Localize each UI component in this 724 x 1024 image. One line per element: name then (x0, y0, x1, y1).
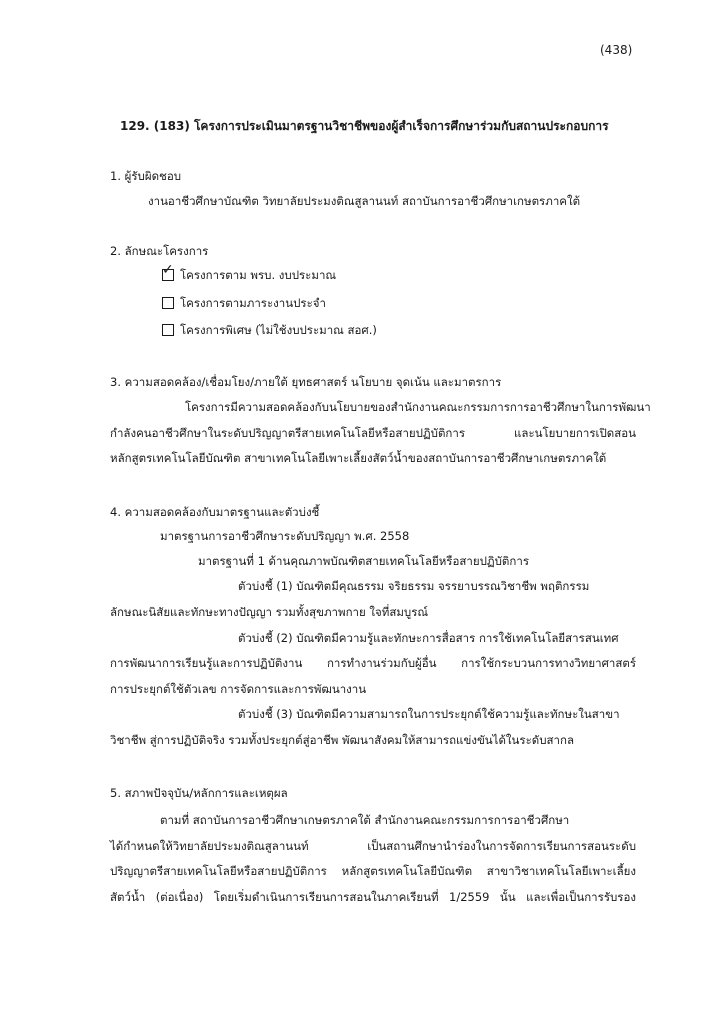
project-type-checkbox-3[interactable] (162, 324, 174, 336)
project-type-checkbox-2[interactable] (162, 297, 174, 309)
section3-line-1: โครงการมีความสอดคล้องกับนโยบายของสำนักงานคณะกรรมการการอาชีวศึกษาในการพัฒนา (185, 400, 651, 414)
indicator-line-6: ตัวบ่งชี้ (3) บัณฑิตมีความสามารถในการประยุกต์ใช้ความรู้และทักษะในสาขา (238, 707, 620, 721)
document-title: 129. (183) โครงการประเมินมาตรฐานวิชาชีพของผู้สำเร็จการศึกษาร่วมกับสถานประกอบการ (120, 119, 609, 133)
project-type-checkbox-1[interactable] (162, 262, 174, 281)
project-type-label-3: โครงการพิเศษ (ไม่ใช้งบประมาณ สอศ.) (180, 323, 377, 337)
section5-heading: 5. สภาพปัจจุบัน/หลักการและเหตุผล (110, 786, 288, 800)
section5-line-4: สัตว์น้ำ (ต่อเนื่อง) โดยเริ่มดำเนินการเรียนการสอนในภาคเรียนที่ 1/2559 นั้น และเพื่อเป็นการรับรอง (110, 890, 636, 904)
standard-1: มาตรฐานที่ 1 ด้านคุณภาพบัณฑิตสายเทคโนโลยีหรือสายปฏิบัติการ (198, 554, 529, 568)
section4-heading: 4. ความสอดคล้องกับมาตรฐานและตัวบ่งชี้ (110, 505, 320, 519)
standard-title: มาตรฐานการอาชีวศึกษาระดับปริญญา พ.ศ. 2558 (160, 529, 410, 543)
section3-heading: 3. ความสอดคล้อง/เชื่อมโยง/ภายใต้ ยุทธศาสตร์ นโยบาย จุดเน้น และมาตรการ (110, 375, 502, 389)
section2-heading: 2. ลักษณะโครงการ (110, 244, 209, 258)
section1-text: งานอาชีวศึกษาบัณฑิต วิทยาลัยประมงติณสูลานนท์ สถาบันการอาชีวศึกษาเกษตรภาคใต้ (148, 194, 581, 208)
section5-line-1: ตามที่ สถาบันการอาชีวศึกษาเกษตรภาคใต้ สำนักงานคณะกรรมการการอาชีวศึกษา (160, 813, 570, 827)
project-type-label-1: โครงการตาม พรบ. งบประมาณ (180, 268, 337, 282)
project-type-label-2: โครงการตามภาระงานประจำ (180, 296, 326, 310)
indicator-line-1: ตัวบ่งชี้ (1) บัณฑิตมีคุณธรรม จริยธรรม จรรยาบรรณวิชาชีพ พฤติกรรม (238, 579, 590, 593)
page-number: (438) (600, 43, 633, 57)
section3-line-2: กำลังคนอาชีวศึกษาในระดับปริญญาตรีสายเทคโนโลยีหรือสายปฏิบัติการ และนโยบายการเปิดสอน (110, 426, 636, 440)
section3-line-3: หลักสูตรเทคโนโลยีบัณฑิต สาขาเทคโนโลยีเพาะเลี้ยงสัตว์น้ำของสถาบันการอาชีวศึกษาเกษตรภาคใต้ (110, 451, 607, 465)
indicator-line-4: การพัฒนาการเรียนรู้และการปฏิบัติงาน การทำงานร่วมกับผู้อื่น การใช้กระบวนการทางวิทยาศาสตร์ (110, 656, 636, 670)
section1-heading: 1. ผู้รับผิดชอบ (110, 169, 182, 183)
indicator-line-7: วิชาชีพ สู่การปฏิบัติจริง รวมทั้งประยุกต์สู่อาชีพ พัฒนาสังคมให้สามารถแข่งขันได้ในระดับสากล (110, 733, 575, 747)
section5-line-2: ได้กำหนดให้วิทยาลัยประมงติณสูลานนท์ เป็นสถานศึกษานำร่องในการจัดการเรียนการสอนระดับ (110, 839, 636, 853)
indicator-line-5: การประยุกต์ใช้ตัวเลข การจัดการและการพัฒนางาน (110, 682, 367, 696)
indicator-line-3: ตัวบ่งชี้ (2) บัณฑิตมีความรู้และทักษะการสื่อสาร การใช้เทคโนโลยีสารสนเทศ (238, 631, 619, 645)
indicator-line-2: ลักษณะนิสัยและทักษะทางปัญญา รวมทั้งสุขภาพกาย ใจที่สมบูรณ์ (110, 605, 429, 619)
section5-line-3: ปริญญาตรีสายเทคโนโลยีหรือสายปฏิบัติการ หลักสูตรเทคโนโลยีบัณฑิต สาขาวิชาเทคโนโลยีเพาะเลี้ยง (110, 864, 636, 878)
checkmark-icon: ✓ (162, 262, 174, 278)
